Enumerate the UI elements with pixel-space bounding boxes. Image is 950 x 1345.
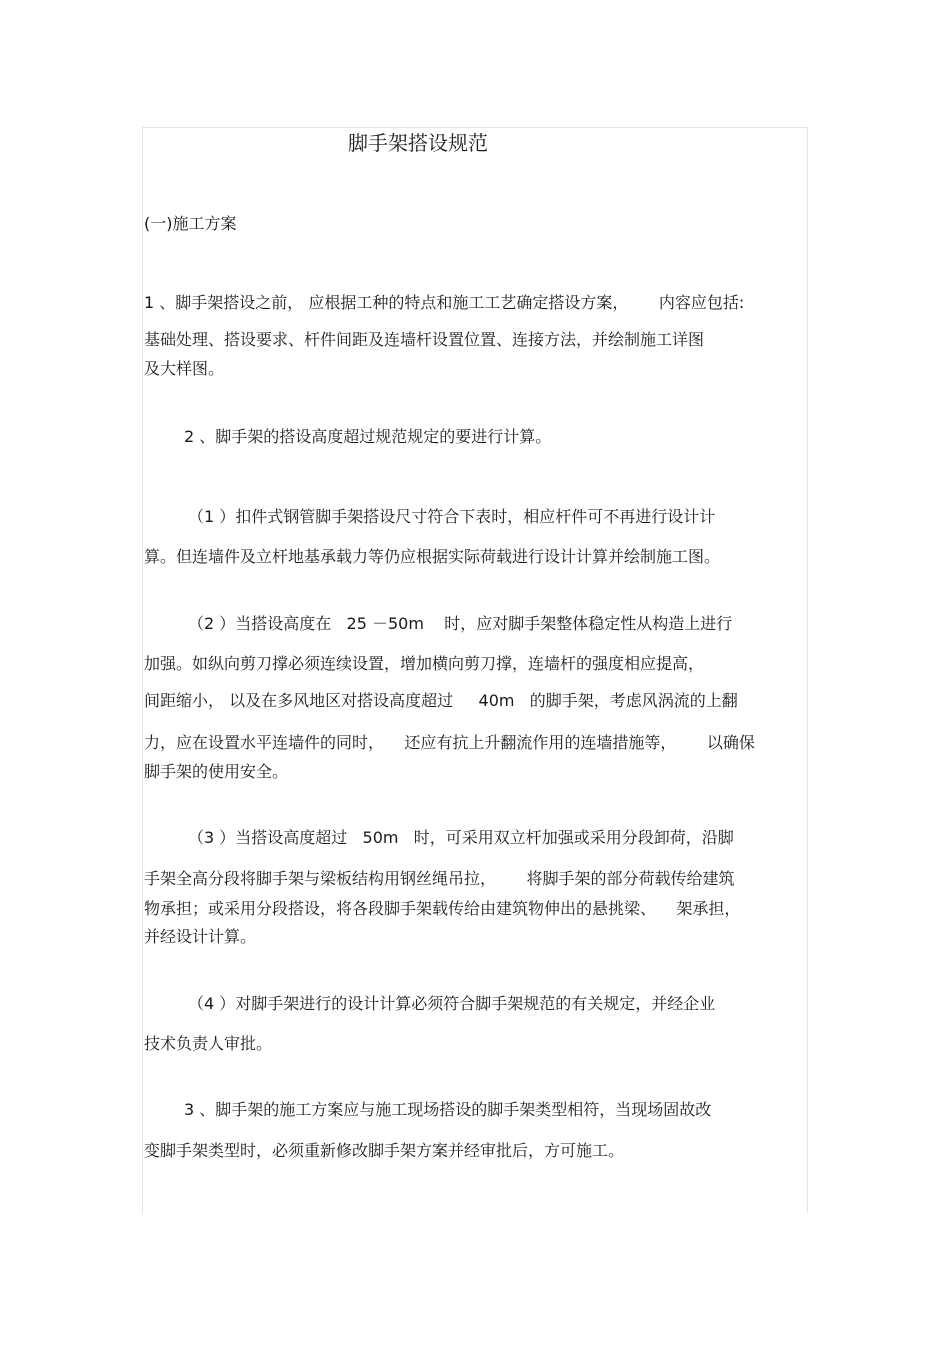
sub1-line2: 算。但连墙件及立杆地基承载力等仍应根据实际荷载进行设计计算并绘制施工图。 (144, 547, 721, 566)
sub3-line1: （3 ）当搭设高度超过 50m 时，可采用双立杆加强或采用分段卸荷，沿脚 (188, 828, 734, 847)
item1-line3: 及大样图。 (144, 359, 225, 378)
sub2-line3: 间距缩小， 以及在多风地区对搭设高度超过 40m 的脚手架，考虑风涡流的上翻 (144, 691, 738, 710)
item2-line: 2 、脚手架的搭设高度超过规范规定的要进行计算。 (184, 427, 552, 446)
item1-line2: 基础处理、搭设要求、杆件间距及连墙杆设置位置、连接方法，并绘制施工详图 (144, 330, 705, 349)
sub4-line1: （4 ）对脚手架进行的设计计算必须符合脚手架规范的有关规定，并经企业 (188, 994, 716, 1013)
sub2-line4: 力，应在设置水平连墙件的同时， 还应有抗上升翻流作用的连墙措施等， 以确保 (144, 733, 755, 752)
sub3-line4: 并经设计计算。 (144, 927, 257, 946)
item1-line1: 1 、脚手架搭设之前， 应根据工种的特点和施工工艺确定搭设方案， 内容应包括: (144, 293, 745, 312)
sub4-line2: 技术负责人审批。 (144, 1034, 273, 1053)
sub3-line2: 手架全高分段将脚手架与梁板结构用钢丝绳吊拉， 将脚手架的部分荷载传给建筑 (144, 869, 735, 888)
sub1-line1: （1 ）扣件式钢管脚手架搭设尺寸符合下表时，相应杆件可不再进行设计计 (188, 507, 716, 526)
sub2-line2: 加强。如纵向剪刀撑必须连续设置，增加横向剪刀撑，连墙杆的强度相应提高， (144, 654, 705, 673)
sub2-line5: 脚手架的使用安全。 (144, 762, 289, 781)
item3-line2: 变脚手架类型时，必须重新修改脚手架方案并经审批后，方可施工。 (144, 1141, 625, 1160)
sub2-line1: （2 ）当搭设高度在 25 －50m 时，应对脚手架整体稳定性从构造上进行 (188, 614, 733, 633)
document-title: 脚手架搭设规范 (348, 131, 488, 155)
item3-line1: 3 、脚手架的施工方案应与施工现场搭设的脚手架类型相符，当现场固故改 (184, 1100, 712, 1119)
section-heading: (一)施工方案 (144, 214, 237, 233)
sub3-line3: 物承担；或采用分段搭设，将各段脚手架载传给由建筑物伸出的悬挑梁、 架承担， (144, 899, 741, 918)
